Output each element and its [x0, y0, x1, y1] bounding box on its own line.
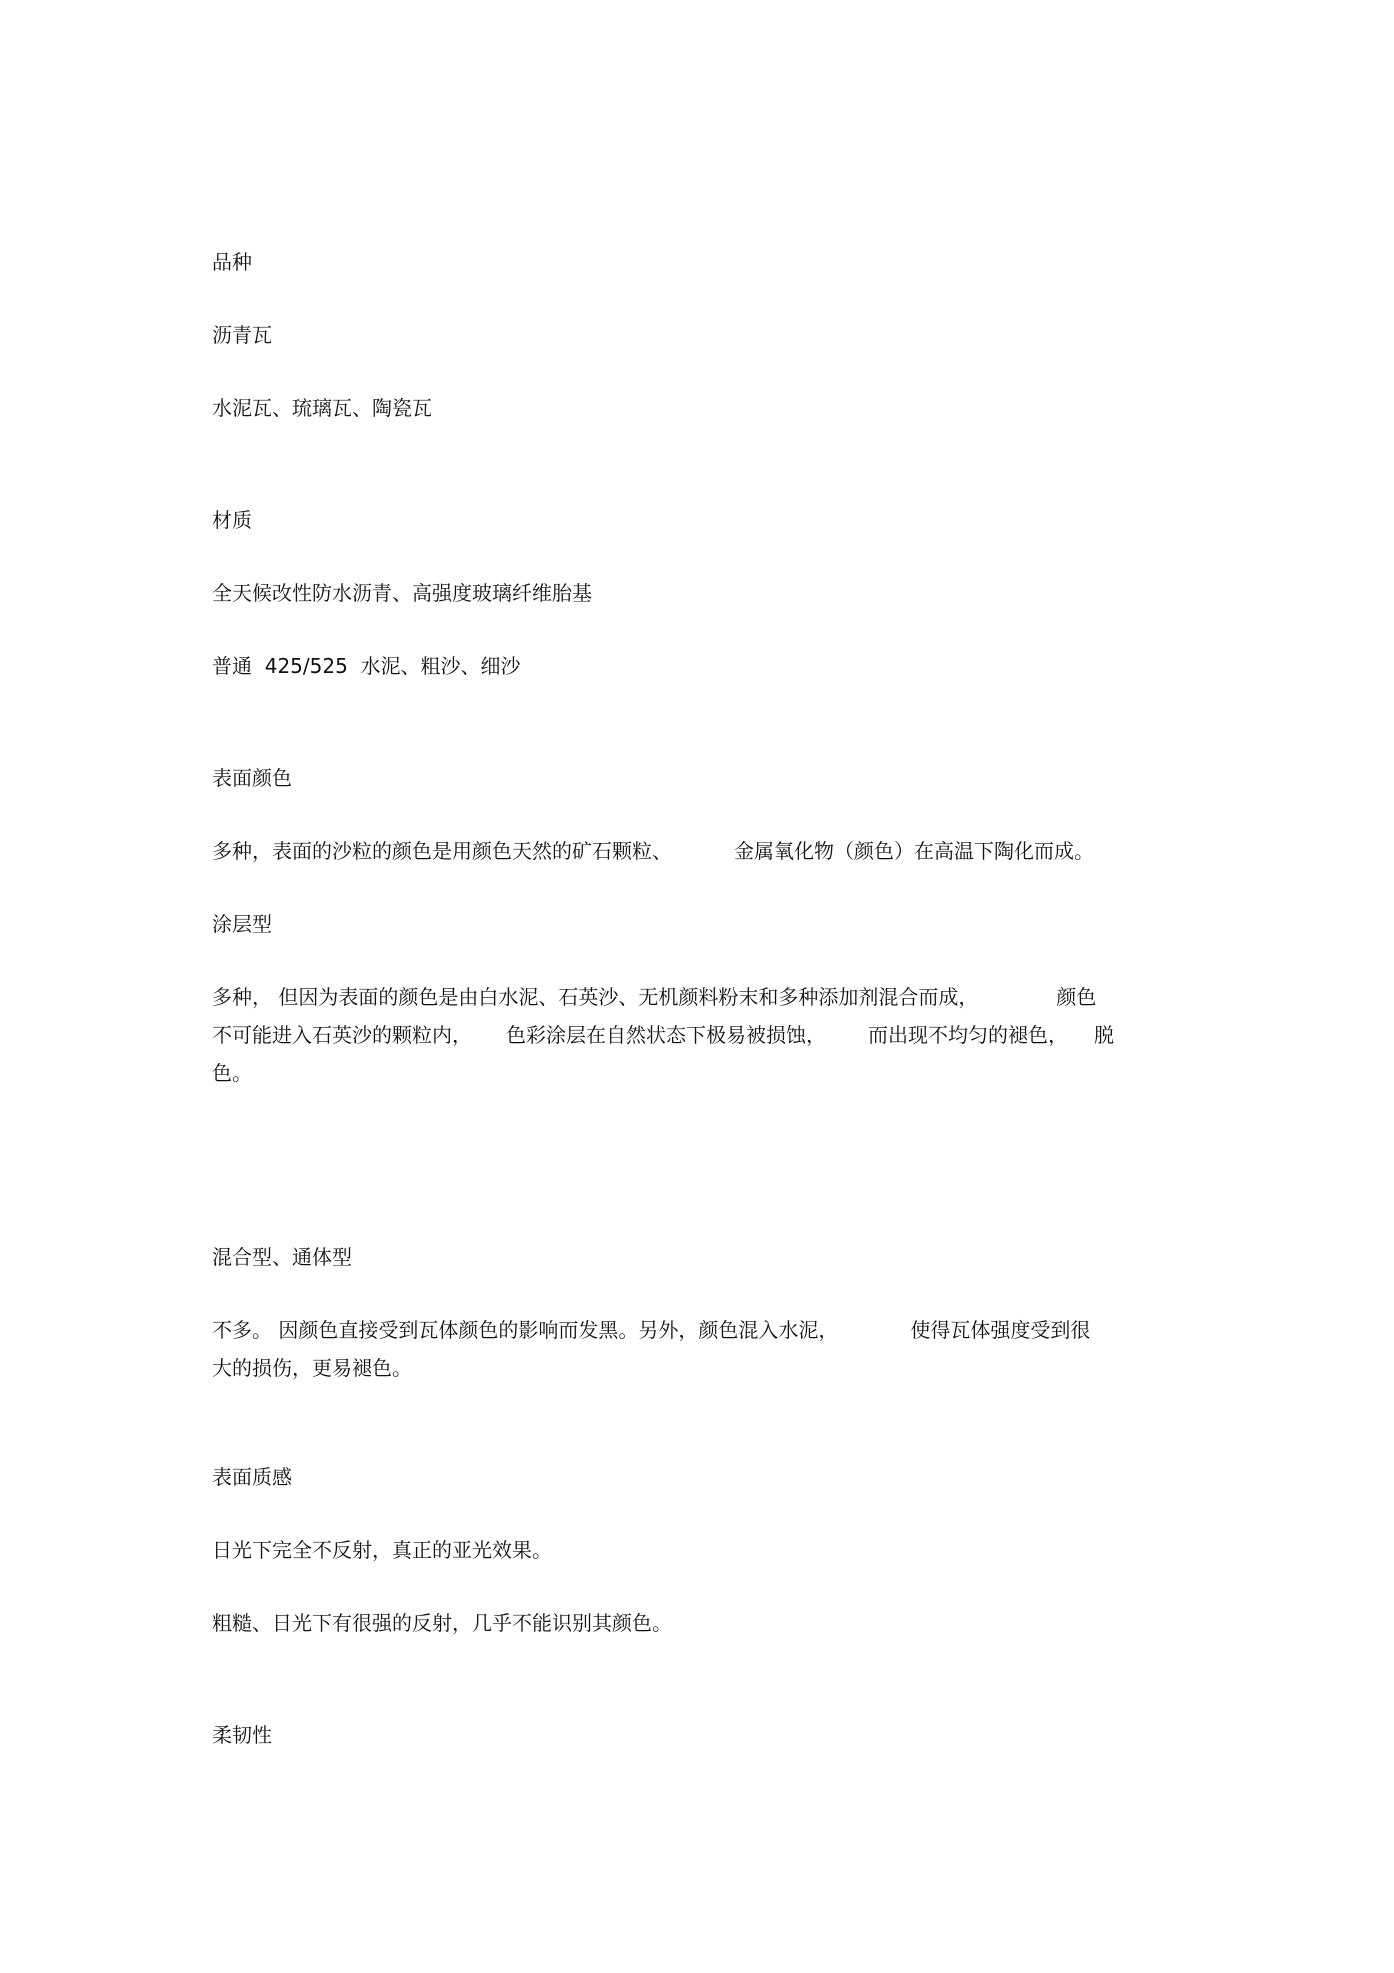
- coating-line-1-part-b: 颜色: [1056, 985, 1097, 1009]
- variety-label: 品种: [212, 250, 252, 274]
- mixed-type-label: 混合型、通体型: [212, 1245, 352, 1269]
- asphalt-color-part-b: 金属氧化物（颜色）在高温下陶化而成。: [734, 839, 1094, 863]
- asphalt-color-part-a: 多种，表面的沙粒的颜色是用颜色天然的矿石颗粒、: [212, 839, 672, 863]
- other-tiles-text: 水泥瓦、琉璃瓦、陶瓷瓦: [212, 396, 432, 420]
- coating-line-2-part-c: 而出现不均匀的褪色，: [868, 1023, 1068, 1047]
- coating-line-2-part-a: 不可能进入石英沙的颗粒内，: [212, 1023, 472, 1047]
- mixed-line-1-part-b: 使得瓦体强度受到很: [910, 1318, 1091, 1342]
- coating-line-2: [212, 1016, 1192, 1054]
- coating-line-3: 色。: [212, 1061, 252, 1085]
- asphalt-material-text: 全天候改性防水沥青、高强度玻璃纤维胎基: [212, 581, 592, 605]
- flexibility-label: 柔韧性: [212, 1723, 272, 1747]
- mixed-type-paragraph: [212, 1311, 1192, 1387]
- coating-type-paragraph: [212, 978, 1192, 1092]
- asphalt-texture-text: 日光下完全不反射，真正的亚光效果。: [212, 1538, 552, 1562]
- other-material-text: 普通 425/525 水泥、粗沙、细沙: [212, 654, 521, 678]
- material-label: 材质: [212, 508, 252, 532]
- mixed-line-1: [212, 1311, 1192, 1349]
- asphalt-tile-text: 沥青瓦: [212, 323, 272, 347]
- coating-line-1: [212, 978, 1192, 1016]
- other-texture-text: 粗糙、日光下有很强的反射，几乎不能识别其颜色。: [212, 1611, 672, 1635]
- coating-line-2-part-b: 色彩涂层在自然状态下极易被损蚀，: [506, 1023, 826, 1047]
- surface-color-label: 表面颜色: [212, 766, 292, 790]
- surface-texture-label: 表面质感: [212, 1465, 292, 1489]
- mixed-line-1-part-a: 不多。 因颜色直接受到瓦体颜色的影响而发黑。另外，颜色混入水泥，: [212, 1318, 839, 1342]
- coating-line-1-part-a: 多种， 但因为表面的颜色是由白水泥、石英沙、无机颜料粉末和多种添加剂混合而成，: [212, 985, 979, 1009]
- asphalt-color-text: [212, 837, 1094, 865]
- coating-line-2-part-d: 脱: [1094, 1023, 1114, 1047]
- coating-type-label: 涂层型: [212, 912, 272, 936]
- mixed-line-2: 大的损伤，更易褪色。: [212, 1356, 412, 1380]
